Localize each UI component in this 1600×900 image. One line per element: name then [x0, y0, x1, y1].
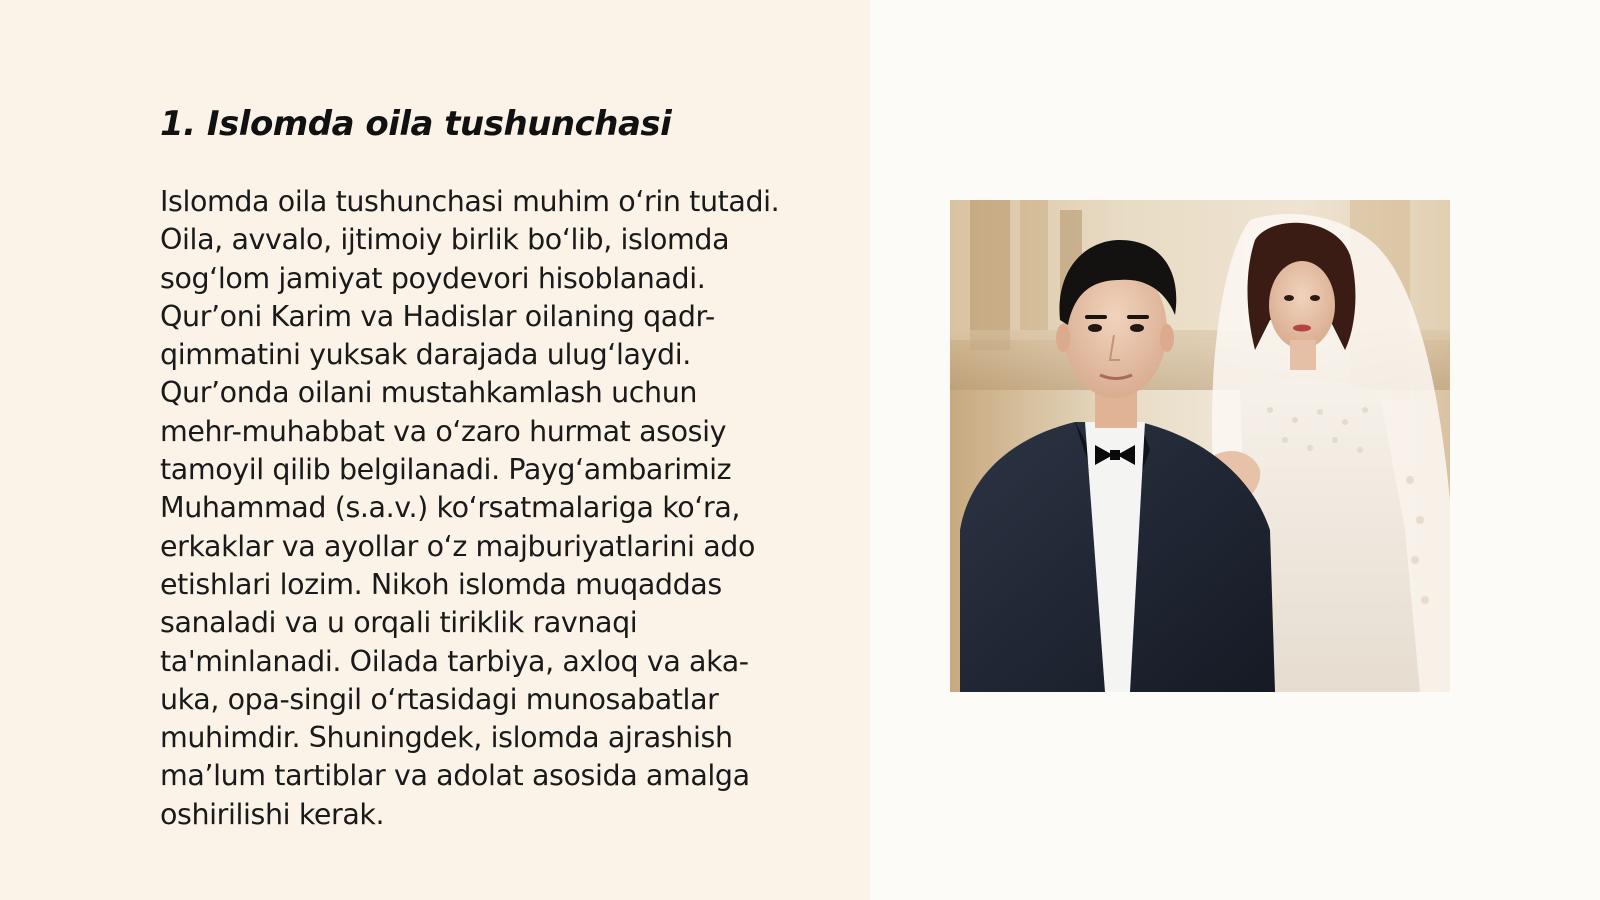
paragraph-line: sog‘lom jamiyat poydevori hisoblanadi. [160, 261, 706, 295]
wedding-couple-photo [950, 200, 1450, 692]
paragraph-line: Oila, avvalo, ijtimoiy birlik bo‘lib, islomda [160, 223, 730, 257]
paragraph-line: Muhammad (s.a.v.) ko‘rsatmalariga ko‘ra, [160, 491, 741, 525]
paragraph-line: qimmatini yuksak darajada ulug‘laydi. [160, 338, 691, 372]
paragraph-line: Qur’oni Karim va Hadislar oilaning qadr- [160, 299, 715, 333]
body-paragraph [160, 183, 840, 834]
paragraph-line: mehr-muhabbat va o‘zaro hurmat asosiy [160, 414, 727, 448]
paragraph-line: erkaklar va ayollar o‘z majburiyatlarini ado [160, 529, 756, 563]
paragraph-line: oshirilishi kerak. [160, 797, 385, 831]
slide-title: 1. Islomda oila tushunchasi [160, 104, 672, 144]
paragraph-line: Islomda oila tushunchasi muhim o‘rin tutadi. [160, 185, 780, 218]
paragraph-line: etishlari lozim. Nikoh islomda muqaddas [160, 567, 722, 601]
paragraph-line: muhimdir. Shuningdek, islomda ajrashish [160, 721, 733, 755]
paragraph-line: sanaladi va u orqali tiriklik ravnaqi [160, 606, 638, 640]
paragraph-line: ma’lum tartiblar va adolat asosida amalga [160, 759, 750, 793]
paragraph-line: ta'minlanadi. Oilada tarbiya, axloq va aka- [160, 644, 749, 678]
paragraph-line: tamoyil qilib belgilanadi. Payg‘ambarimiz [160, 453, 732, 487]
paragraph-line: Qur’onda oilani mustahkamlash uchun [160, 376, 698, 410]
paragraph-line: uka, opa-singil o‘rtasidagi munosabatlar [160, 682, 719, 716]
